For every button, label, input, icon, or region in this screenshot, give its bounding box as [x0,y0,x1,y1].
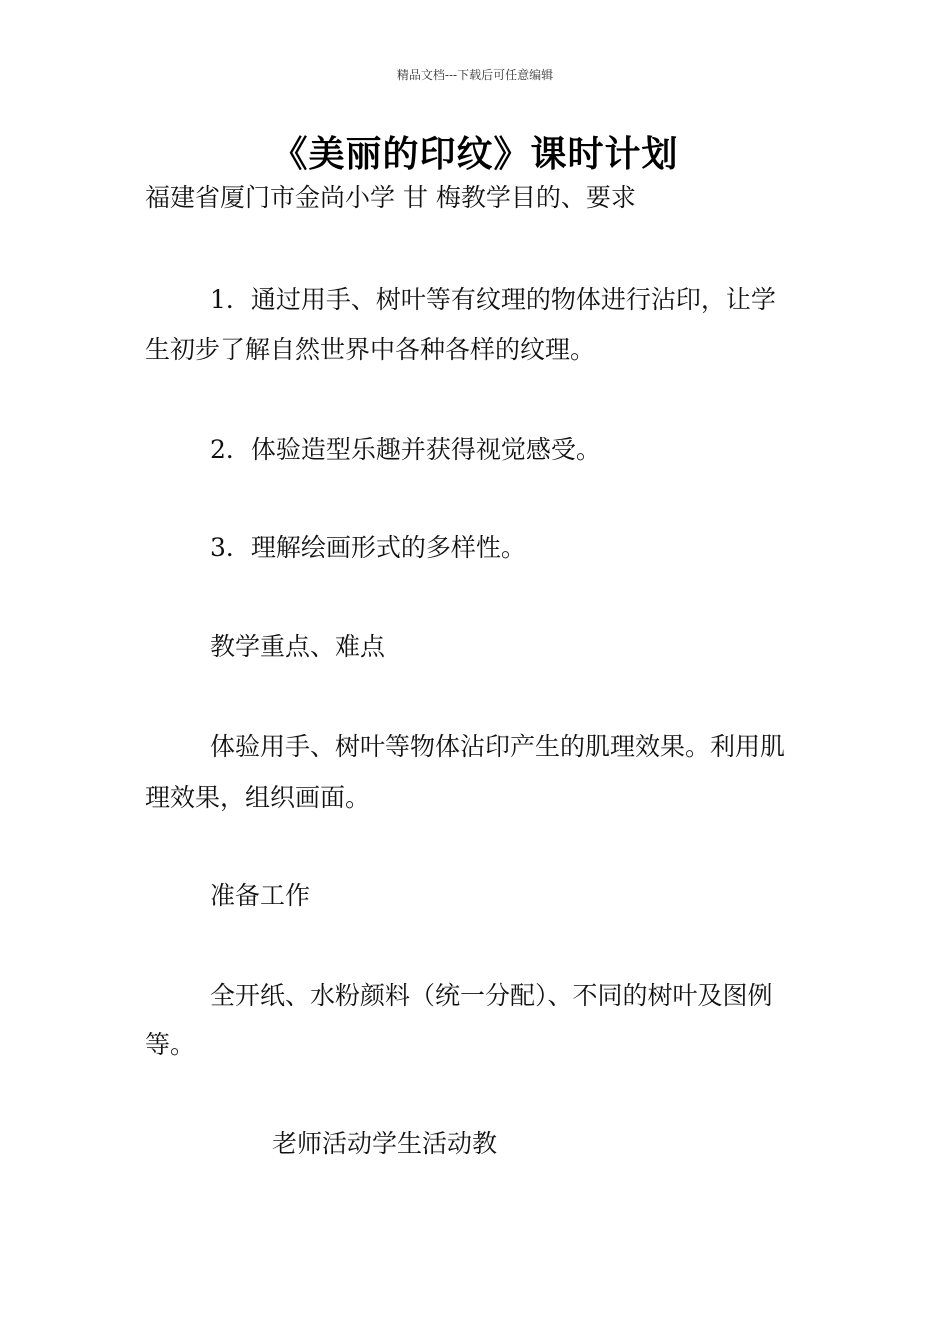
key-points-heading: 教学重点、难点 [210,632,386,661]
preparation-line-1: 全开纸、水粉颜料（统一分配）、不同的树叶及图例 [210,981,773,1010]
goal-3: 3．理解绘画形式的多样性。 [210,533,526,562]
goal-1-line-2: 生初步了解自然世界中各种各样的纹理。 [145,335,596,364]
author-line: 福建省厦门市金尚小学 甘 梅教学目的、要求 [145,183,636,212]
activities-table-header: 老师活动学生活动教 [272,1129,498,1158]
key-points-line-2: 理效果，组织画面。 [145,783,371,812]
page-header-note: 精品文档---下载后可任意编辑 [396,68,554,82]
key-points-line-1: 体验用手、树叶等物体沾印产生的肌理效果。利用肌 [210,732,786,761]
goal-1-line-1: 1．通过用手、树叶等有纹理的物体进行沾印，让学 [210,285,776,314]
document-title: 《美丽的印纹》课时计划 [271,134,679,175]
goal-2: 2．体验造型乐趣并获得视觉感受。 [210,435,601,464]
preparation-line-2: 等。 [145,1030,196,1059]
preparation-heading: 准备工作 [210,881,311,910]
